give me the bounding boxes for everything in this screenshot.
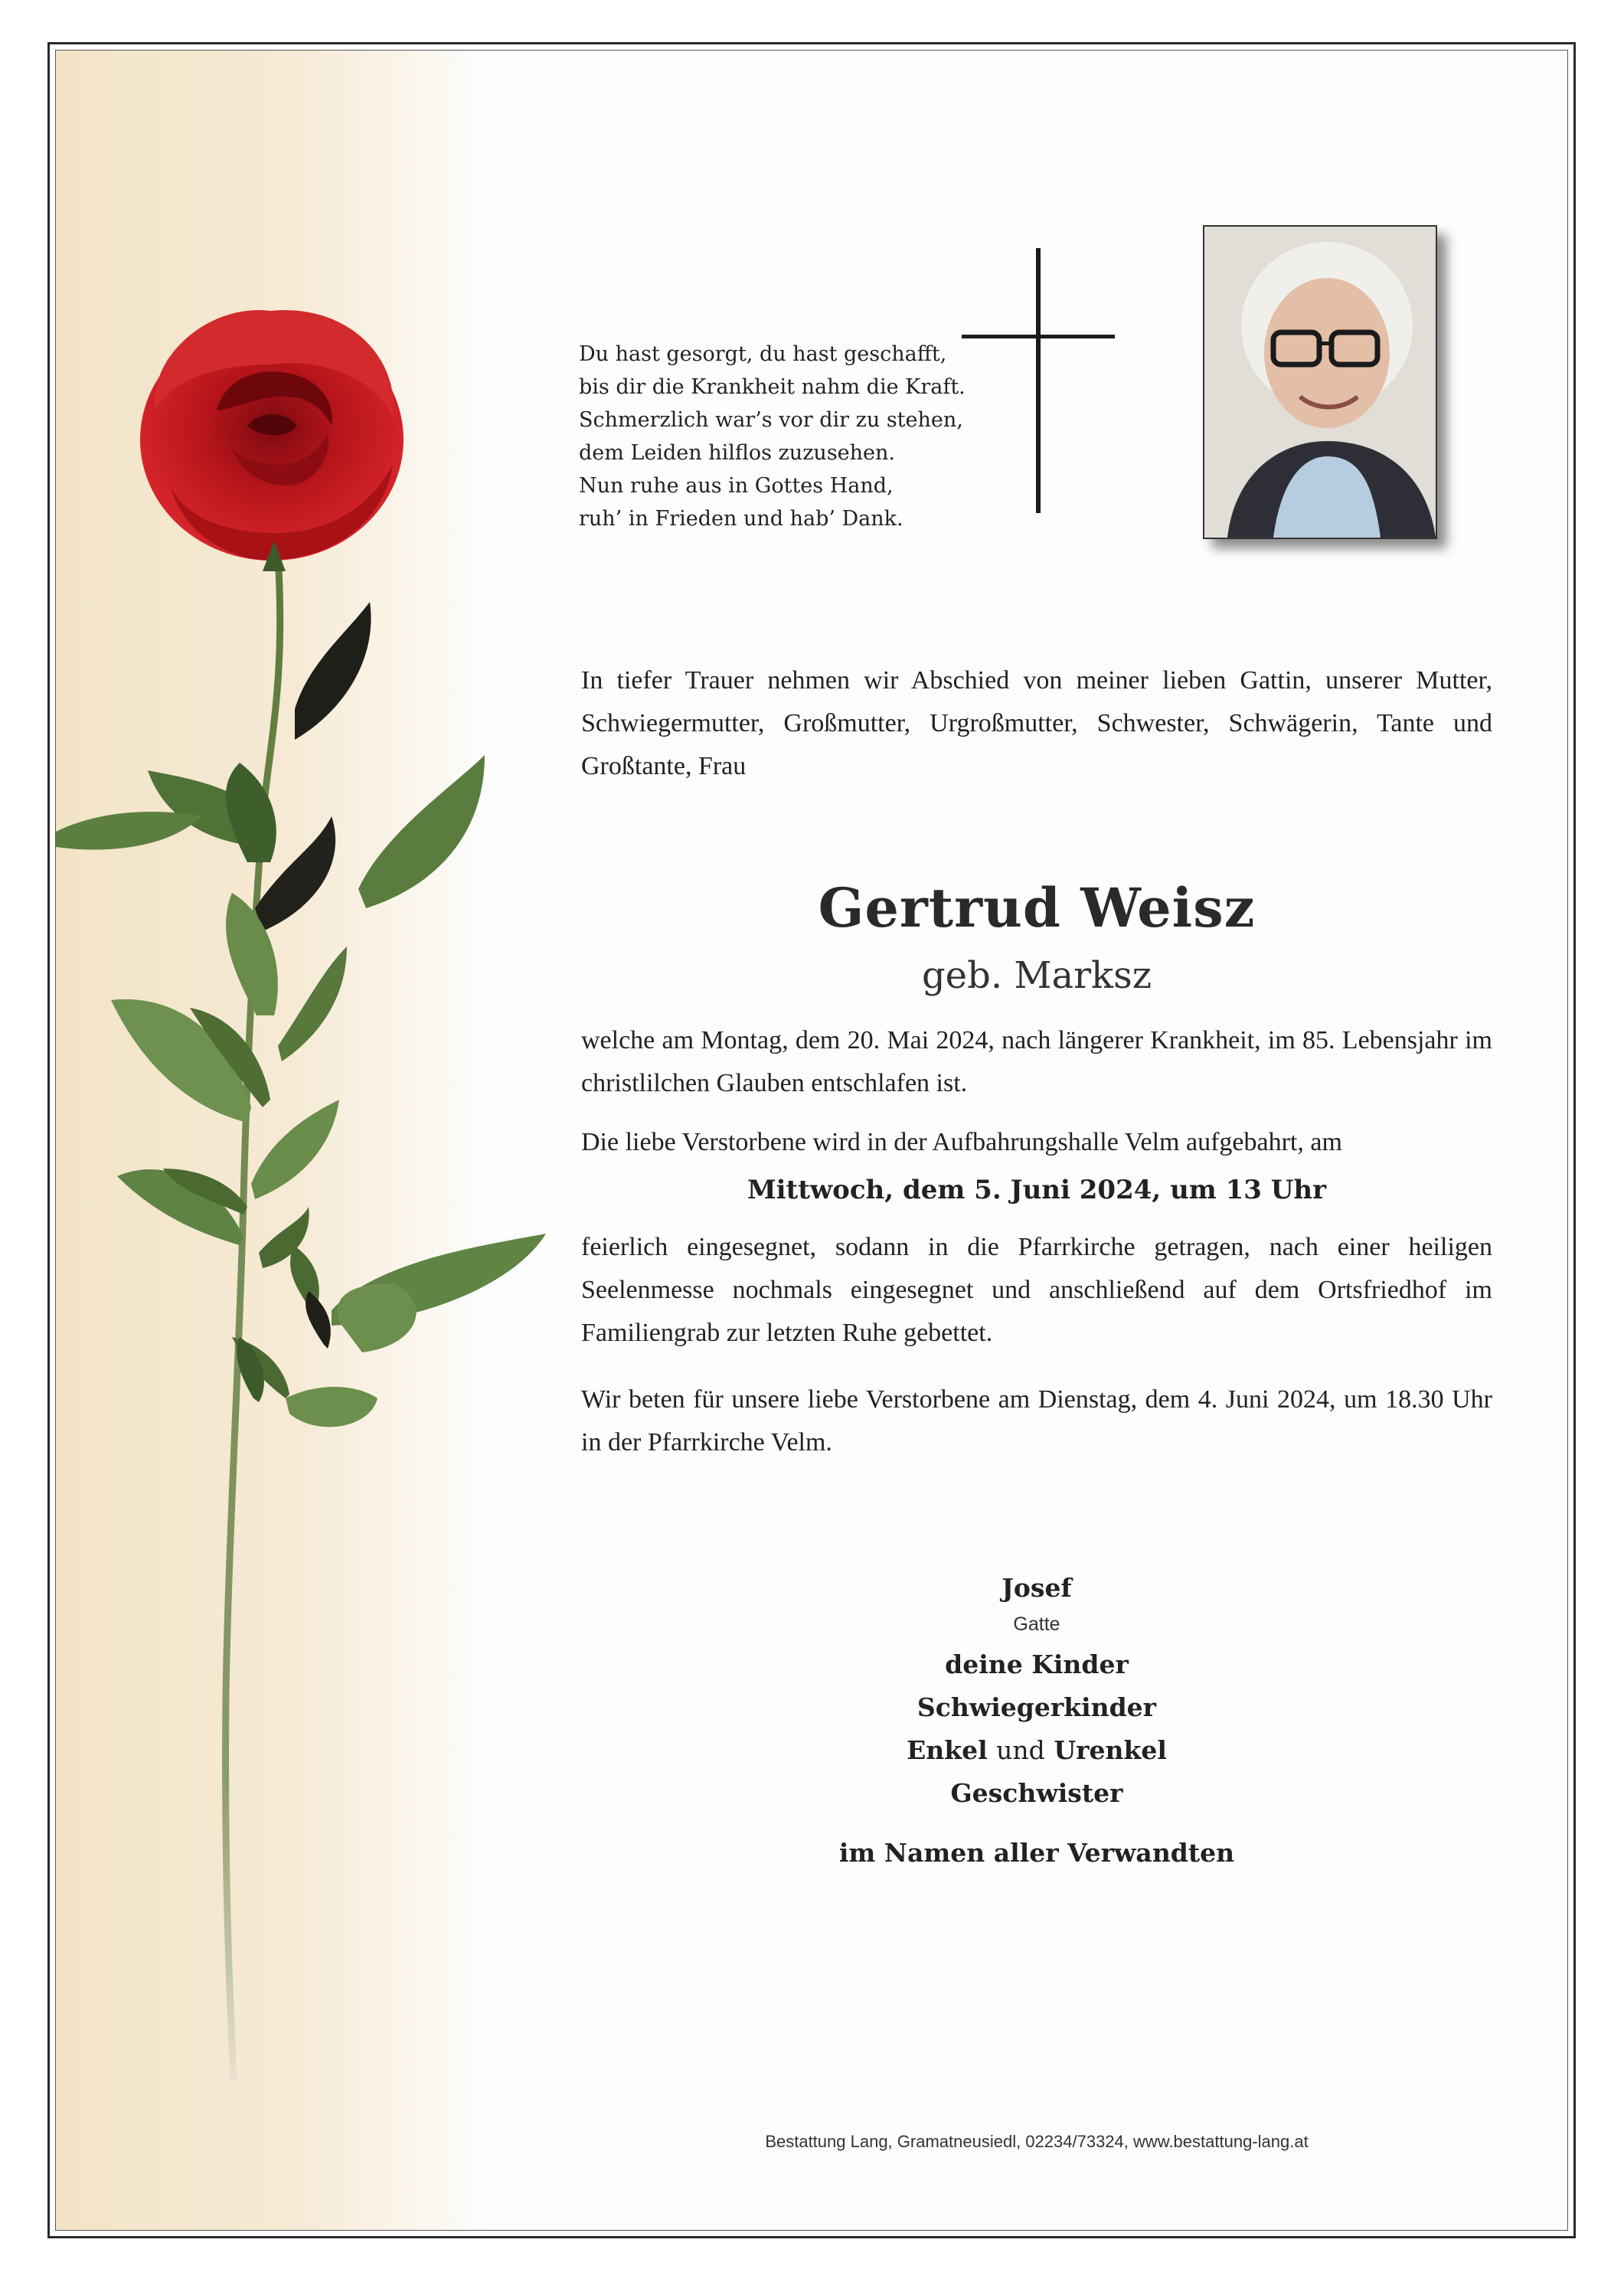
poem-line: Du hast gesorgt, du hast geschafft, [579, 342, 947, 366]
mourners-list [581, 1567, 1492, 1875]
poem-line: Nun ruhe aus in Gottes Hand, [579, 474, 894, 498]
closing-line: im Namen aller Verwandten [838, 1838, 1235, 1868]
grandchildren-label: Enkel [907, 1735, 988, 1765]
poem-line: Schmerzlich war’s vor dir zu stehen, [579, 408, 963, 432]
children-label: deine Kinder [945, 1649, 1129, 1679]
rose-leaf [251, 1100, 339, 1199]
poem-line: ruh’ in Frieden und hab’ Dank. [579, 507, 903, 531]
funeral-date: Mittwoch, dem 5. Juni 2024, um 13 Uhr [747, 1175, 1327, 1205]
portrait-placeholder [1204, 227, 1436, 538]
intro-paragraph: In tiefer Trauer nehmen wir Abschied von meiner lieben Gattin, unserer Mutter, Schwiegermutter, Großmutter, Urgroßmutter, Schwester, Schwägerin, Tante und Großtante, Frau [581, 666, 1492, 780]
viewing-paragraph: Die liebe Verstorbene wird in der Aufbahrungshalle Velm aufgebahrt, am [581, 1128, 1342, 1156]
notice-page [55, 50, 1568, 2231]
deceased-name: Gertrud Weisz [818, 876, 1256, 940]
spouse-name: Josef [1002, 1573, 1072, 1603]
and-word: und [996, 1735, 1045, 1765]
rose-leaf [338, 1283, 417, 1352]
portrait-photo [1203, 225, 1437, 539]
grandchildren-line [581, 1729, 1492, 1772]
rose-leaf [56, 812, 201, 850]
poem-line: dem Leiden hilflos zuzusehen. [579, 441, 895, 465]
maiden-name: geb. Marksz [921, 954, 1152, 997]
cross-icon [962, 248, 1122, 513]
rose-leaf [295, 602, 371, 740]
red-rose-illustration [56, 51, 607, 2231]
rose-leaf [237, 1337, 264, 1402]
rose-leaf [358, 755, 485, 908]
in-laws-label: Schwiegerkinder [917, 1692, 1157, 1722]
funeral-home-footer: Bestattung Lang, Gramatneusiedl, 02234/73324, www.bestattung-lang.at [765, 2132, 1309, 2151]
rose-bloom [140, 310, 404, 561]
ceremony-paragraph: feierlich eingesegnet, sodann in die Pfarrkirche getragen, nach einer heiligen Seelenmesse nochmals eingesegnet und anschließend auf dem Ortsfriedhof im Familiengrab zur letzten Ruhe gebettet. [581, 1233, 1492, 1347]
great-grandchildren-label: Urenkel [1054, 1735, 1167, 1765]
poem-line: bis dir die Krankheit nahm die Kraft. [579, 375, 966, 399]
siblings-label: Geschwister [950, 1778, 1123, 1808]
spouse-role: Gatte [1013, 1613, 1060, 1635]
prayer-paragraph: Wir beten für unsere liebe Verstorbene am Dienstag, dem 4. Juni 2024, um 18.30 Uhr in der Pfarrkirche Velm. [581, 1385, 1492, 1456]
rose-leaf [278, 946, 347, 1061]
death-paragraph: welche am Montag, dem 20. Mai 2024, nach längerer Krankheit, im 85. Lebensjahr im christlilchen Glauben entschlafen ist. [581, 1026, 1492, 1097]
rose-leaf [286, 1387, 377, 1427]
